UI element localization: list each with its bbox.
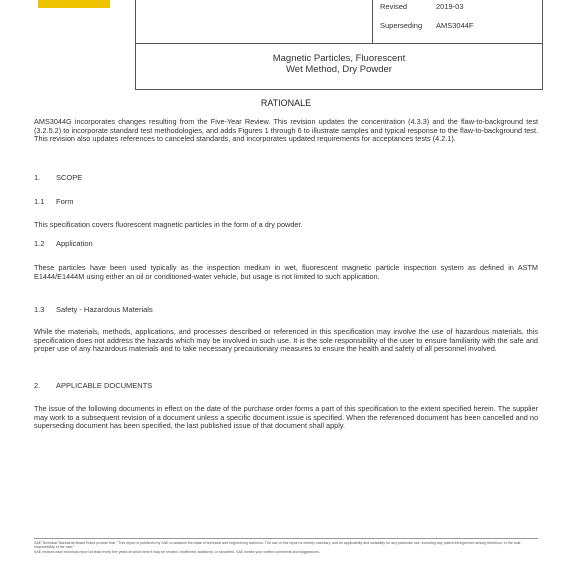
section-2-heading — [34, 382, 152, 391]
superseding-label: Superseding — [380, 21, 423, 30]
title-line-2: Wet Method, Dry Powder — [286, 64, 392, 75]
footer-line-2: SAE reviews each technical report at least every five years at which time it may be revised, reaffirmed, stabilized, or cancelled. SAE invites your written comments and suggestions. — [34, 549, 320, 554]
revised-value: 2019-03 — [436, 2, 464, 11]
section-1-1-paragraph: This specification covers fluorescent magnetic particles in the form of a dry powder. — [34, 220, 303, 229]
section-1-2-heading — [34, 240, 93, 249]
document-title-box — [135, 43, 543, 90]
section-1-2-number: 1.2 — [34, 239, 45, 248]
document-header-box — [135, 0, 543, 44]
section-1-1-heading — [34, 198, 74, 207]
section-1-1-number: 1.1 — [34, 197, 45, 206]
section-1-3-paragraph: While the materials, methods, applications, and processes described or referenced in this specification may involve the use of hazardous materials, this specification does not address the hazards which may be involved in such use. It is the sole responsibility of the user to ensure familiarity with the safe and proper use of any hazardous materials and to take necessary precautionary measures to ensure the health and safety of all personnel involved. — [34, 327, 538, 354]
section-2-title: APPLICABLE DOCUMENTS — [56, 381, 153, 390]
section-1-3-title: Safety - Hazardous Materials — [56, 305, 153, 314]
footer-rule — [34, 538, 538, 539]
section-1-heading — [34, 174, 82, 183]
header-row-revised — [380, 2, 464, 11]
rationale-heading: RATIONALE — [260, 98, 312, 108]
revised-label: Revised — [380, 2, 408, 11]
title-line-1: Magnetic Particles, Fluorescent — [272, 53, 406, 64]
footer-line-1: SAE Technical Standards Board Rules provide that: "This report is published by SAE to advance the state of technical and engineering sciences. The use of this report is entirely voluntary, and its applicability and suitability for any particular use, including any patent infringement arising therefrom, is the sole responsibility of the user." — [34, 541, 521, 550]
section-1-title: SCOPE — [56, 173, 83, 182]
rationale-paragraph: AMS3044G incorporates changes resulting from the Five-Year Review. This revision updates the concentration (4.3.3) and the flaw-to-background test (3.2.5.2) to incorporate standard test methodologies, and adds Figures 1 through 6 to illustrate samples and typical response to the flaw-to-background test. This revision also updates references to canceled standards, and incorporates updated requirements for acceptances tests (4.2.1). — [34, 117, 538, 144]
section-2-number: 2. — [34, 381, 41, 390]
section-1-3-heading — [34, 306, 153, 315]
superseding-value: AMS3044F — [436, 21, 474, 30]
sae-logo-band — [38, 0, 110, 8]
section-1-2-paragraph: These particles have been used typically as the inspection medium in wet, fluorescent magnetic particle inspection system as defined in ASTM E1444/E1444M using either an oil or conditioned-water vehicle, but usage is not limited to such application. — [34, 263, 538, 281]
header-divider — [372, 0, 373, 43]
footer-notice — [34, 541, 538, 554]
section-1-3-number: 1.3 — [34, 305, 45, 314]
section-1-number: 1. — [34, 173, 41, 182]
header-row-superseding — [380, 21, 474, 30]
section-1-2-title: Application — [56, 239, 93, 248]
section-1-1-title: Form — [56, 197, 74, 206]
section-2-paragraph: The issue of the following documents in effect on the date of the purchase order forms a part of this specification to the extent specified herein. The supplier may work to a subsequent revision of a document unless a specific document issue is specified. When the referenced document has been cancelled and no superseding document has been specified, the last published issue of that document shall apply. — [34, 404, 538, 431]
